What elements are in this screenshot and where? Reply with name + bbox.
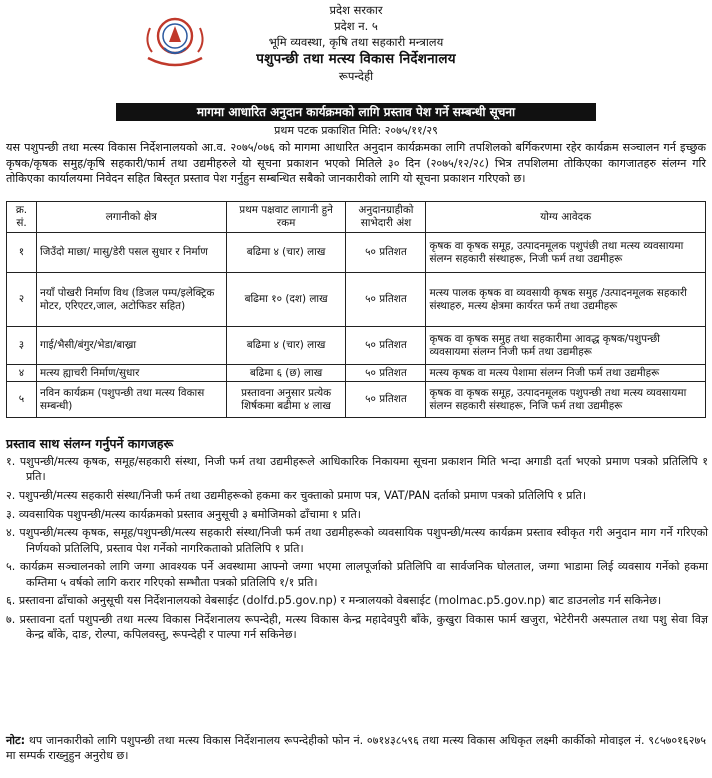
publication-date: प्रथम पटक प्रकाशित मिति: २०७५/११/२९: [274, 124, 438, 137]
header-location: रूपन्देही: [338, 69, 374, 83]
row-sn: १: [7, 233, 37, 273]
list-item: २. पशुपन्छी/मत्स्य सहकारी संस्था/निजी फर्म तथा उद्यमीहरूको हकमा कर चुक्ताको प्रमाण पत्र, VAT/PAN दर्ताको प्रमाण पत्रको प्रतिलिपि १ प्रति।: [6, 489, 587, 502]
header-line-1: प्रदेश सरकार: [329, 3, 383, 17]
row-sn: २: [7, 273, 37, 327]
header-area: लगानीको क्षेत्र: [36, 202, 226, 233]
table-row: [7, 365, 706, 382]
row-area: नविन कार्यक्रम (पशुपन्छी तथा मत्स्य विकास सम्बन्धी): [36, 382, 226, 418]
header-amount: प्रथम पक्षवाट लागानी हुने रकम: [226, 202, 346, 233]
row-amount: बढिमा १० (दश) लाख: [226, 273, 346, 327]
row-eligible: मत्स्य पालक कृषक वा व्यवसायी कृषक समुह /उत्पादनमूलक सहकारी संस्थाहरु, मत्स्य क्षेत्रमा कार्यरत फर्म तथा उद्यमीहरू: [426, 273, 706, 327]
row-sn: ४: [7, 365, 37, 382]
row-area: गाई/भैसी/बंगुर/भेडा/बाख्रा: [36, 327, 226, 365]
header-eligible: योग्य आवेदक: [426, 202, 706, 233]
row-share: ५० प्रतिशत: [346, 327, 426, 365]
row-eligible: कृषक वा कृषक समूह, उत्पादनमूलक पशुपन्छी तथा मत्स्य व्यवसायमा संलग्न सहकारी संस्थाहरू, निजि फर्म तथा उद्यमीहरू: [426, 382, 706, 418]
table-header-row: [7, 202, 706, 233]
row-share: ५० प्रतिशत: [346, 365, 426, 382]
list-item: ५. कार्यक्रम सञ्चालनको लागि जग्गा आवश्यक पर्ने अवस्थामा आफ्नो जग्गा भएमा लालपूर्जाको प्रतिलिपि वा सार्वजनिक घोलताल, जग्गा भाडामा लिई व्यवसाय गर्नेको हकमा कम्तिमा ५ वर्षको लागि करार गरिएको सम्भौता पत्रको प्रतिलिपि १/१ प्रति।: [6, 560, 708, 589]
table-row: [7, 327, 706, 365]
row-amount: बढिमा ४ (चार) लाख: [226, 327, 346, 365]
intro-paragraph: यस पशुपन्छी तथा मत्स्य विकास निर्देशनालयको आ.व. २०७५/०७६ को मागमा आधारित अनुदान कार्यक्रमका लागि तपशिलको बर्गिकरणमा रहेर कार्यक्रम सञ्चालन गर्न इच्छुक कृषक/कृषक समुह/कृषि सहकारी/फार्म तथा उद्यमीहरुले यो सूचना प्रकाशन भएको मितिले ३० दिन (२०७५/१२/२८) भित्र तपशिलमा तोकिएका कागजातहरु संलग्न गरि तोकिएका कार्यालयमा निवेदन सहित बिस्तृत प्रस्ताव पेश गर्नुहुन सम्बन्धित सबैको जानकारीको लागि यो सूचना प्रकाशन गरिएको छ।: [6, 141, 706, 185]
notice-title-banner: मागमा आधारित अनुदान कार्यक्रमको लागि प्रस्ताव पेश गर्ने सम्बन्धी सूचना: [116, 103, 596, 121]
row-area: जिउँदो माछा/ मासु/डेरी पसल सुधार र निर्माण: [36, 233, 226, 273]
header-directorate: पशुपन्छी तथा मत्स्य विकास निर्देशनालय: [256, 51, 456, 67]
table-row: [7, 382, 706, 418]
table-row: [7, 233, 706, 273]
header-ministry: भूमि व्यवस्था, कृषि तथा सहकारी मन्त्रालय: [268, 35, 444, 49]
row-amount: बढिमा ६ (छ) लाख: [226, 365, 346, 382]
row-area: मत्स्य ह्याचरी निर्माण/सुधार: [36, 365, 226, 382]
row-area: नयाँ पोखरी निर्माण विथ (डिजल पम्प/इलेक्ट्रिक मोटर, एरिएटर,जाल, अटोफिडर सहित): [36, 273, 226, 327]
row-share: ५० प्रतिशत: [346, 273, 426, 327]
list-item: ३. व्यवसायिक पशुपन्छी/मत्स्य कार्यक्रमको प्रस्ताव अनुसूची ३ बमोजिमको ढाँचामा १ प्रति।: [6, 507, 361, 521]
list-item: ६. प्रस्तावना ढाँचाको अनुसूची यस निर्देशनालयको वेबसाईट (dolfd.p5.gov.np) र मन्त्रालयको वेबसाईट (molmac.p5.gov.np) बाट डाउनलोड गर्न सकिनेछ।: [6, 594, 662, 608]
row-amount: प्रस्तावना अनुसार प्रत्येक शिर्षकमा बढीमा ४ लाख: [226, 382, 346, 418]
row-eligible: कृषक वा कृषक समूह, उत्पादनमूलक पशुपंछी तथा मत्स्य व्यवसायमा संलग्न सहकारी संस्थाहरू, निजी फर्म तथा उद्यमीहरू: [426, 233, 706, 273]
header-line-2: प्रदेश न. ५: [334, 19, 378, 33]
row-sn: ५: [7, 382, 37, 418]
row-share: ५० प्रतिशत: [346, 382, 426, 418]
header-sn: क्र. सं.: [7, 202, 37, 233]
row-eligible: कृषक वा कृषक समुह तथा सहकारीमा आवद्ध कृषक/पशुपन्छी व्यवसायमा संलग्न निजी फर्म तथा उद्यमीहरू: [426, 327, 706, 365]
grant-table: [6, 201, 706, 418]
note-label: नोट:: [6, 734, 26, 747]
list-item: १. पशुपन्छी/मत्स्य कृषक, समूह/सहकारी संस्था, निजी फर्म तथा उद्यमीहरूले आधिकारिक निकायमा सूचना प्रकाशन मिति भन्दा अगाडी दर्ता भएको प्रमाण पत्रको प्रतिलिपि १ प्रति।: [6, 455, 708, 484]
row-sn: ३: [7, 327, 37, 365]
list-item: ७. प्रस्तावना दर्ता पशुपन्छी तथा मत्स्य विकास निर्देशनालय रूपन्देही, मत्स्य विकास केन्द्र महादेवपुरी बाँके, कुखुरा विकास फार्म खजुरा, भेटेरीनरी अस्पताल तथा पशु सेवा विज्ञ केन्द्र बाँके, दाङ, रोल्पा, कपिलवस्तु, रूपन्देही र पाल्पा गर्न सकिनेछ।: [6, 612, 708, 642]
documents-heading: प्रस्ताव साथ संलग्न गर्नुपर्ने कागजहरू: [6, 436, 174, 451]
table-row: [7, 273, 706, 327]
list-item: ४. पशुपन्छी/मत्स्य कृषक, समूह/पशुपन्छी/मत्स्य सहकारी संस्था/निजी फर्म तथा उद्यमीहरूको व्यवसायिक पशुपन्छी/मत्स्य कार्यक्रम प्रस्ताव स्वीकृत गरी अनुदान माग गर्ने गरिएको निर्णयको प्रतिलिपि, प्रस्ताव पेश गर्नेको नागरिकताको प्रतिलिपि १ प्रति।: [6, 526, 708, 555]
row-amount: बढिमा ४ (चार) लाख: [226, 233, 346, 273]
header-share: अनुदानग्राहीको साभेदारी अंश: [346, 202, 426, 233]
documents-list: [6, 454, 708, 646]
header: [0, 2, 712, 84]
note-text: थप जानकारीको लागि पशुपन्छी तथा मत्स्य विकास निर्देशनालय रूपन्देहीको फोन नं. ०७१४३८५९६ तथा मत्स्य विकास अधिकृत लक्ष्मी कार्कीको मोवाइल नं. ९८५७०१६२७५ मा सम्पर्क राख्नुहुन अनुरोध छ।: [6, 734, 706, 763]
contact-note: [6, 733, 706, 764]
row-share: ५० प्रतिशत: [346, 233, 426, 273]
row-eligible: मत्स्य कृषक वा मत्स्य पेशामा संलग्न निजी फर्म तथा उद्यमीहरू: [426, 365, 706, 382]
